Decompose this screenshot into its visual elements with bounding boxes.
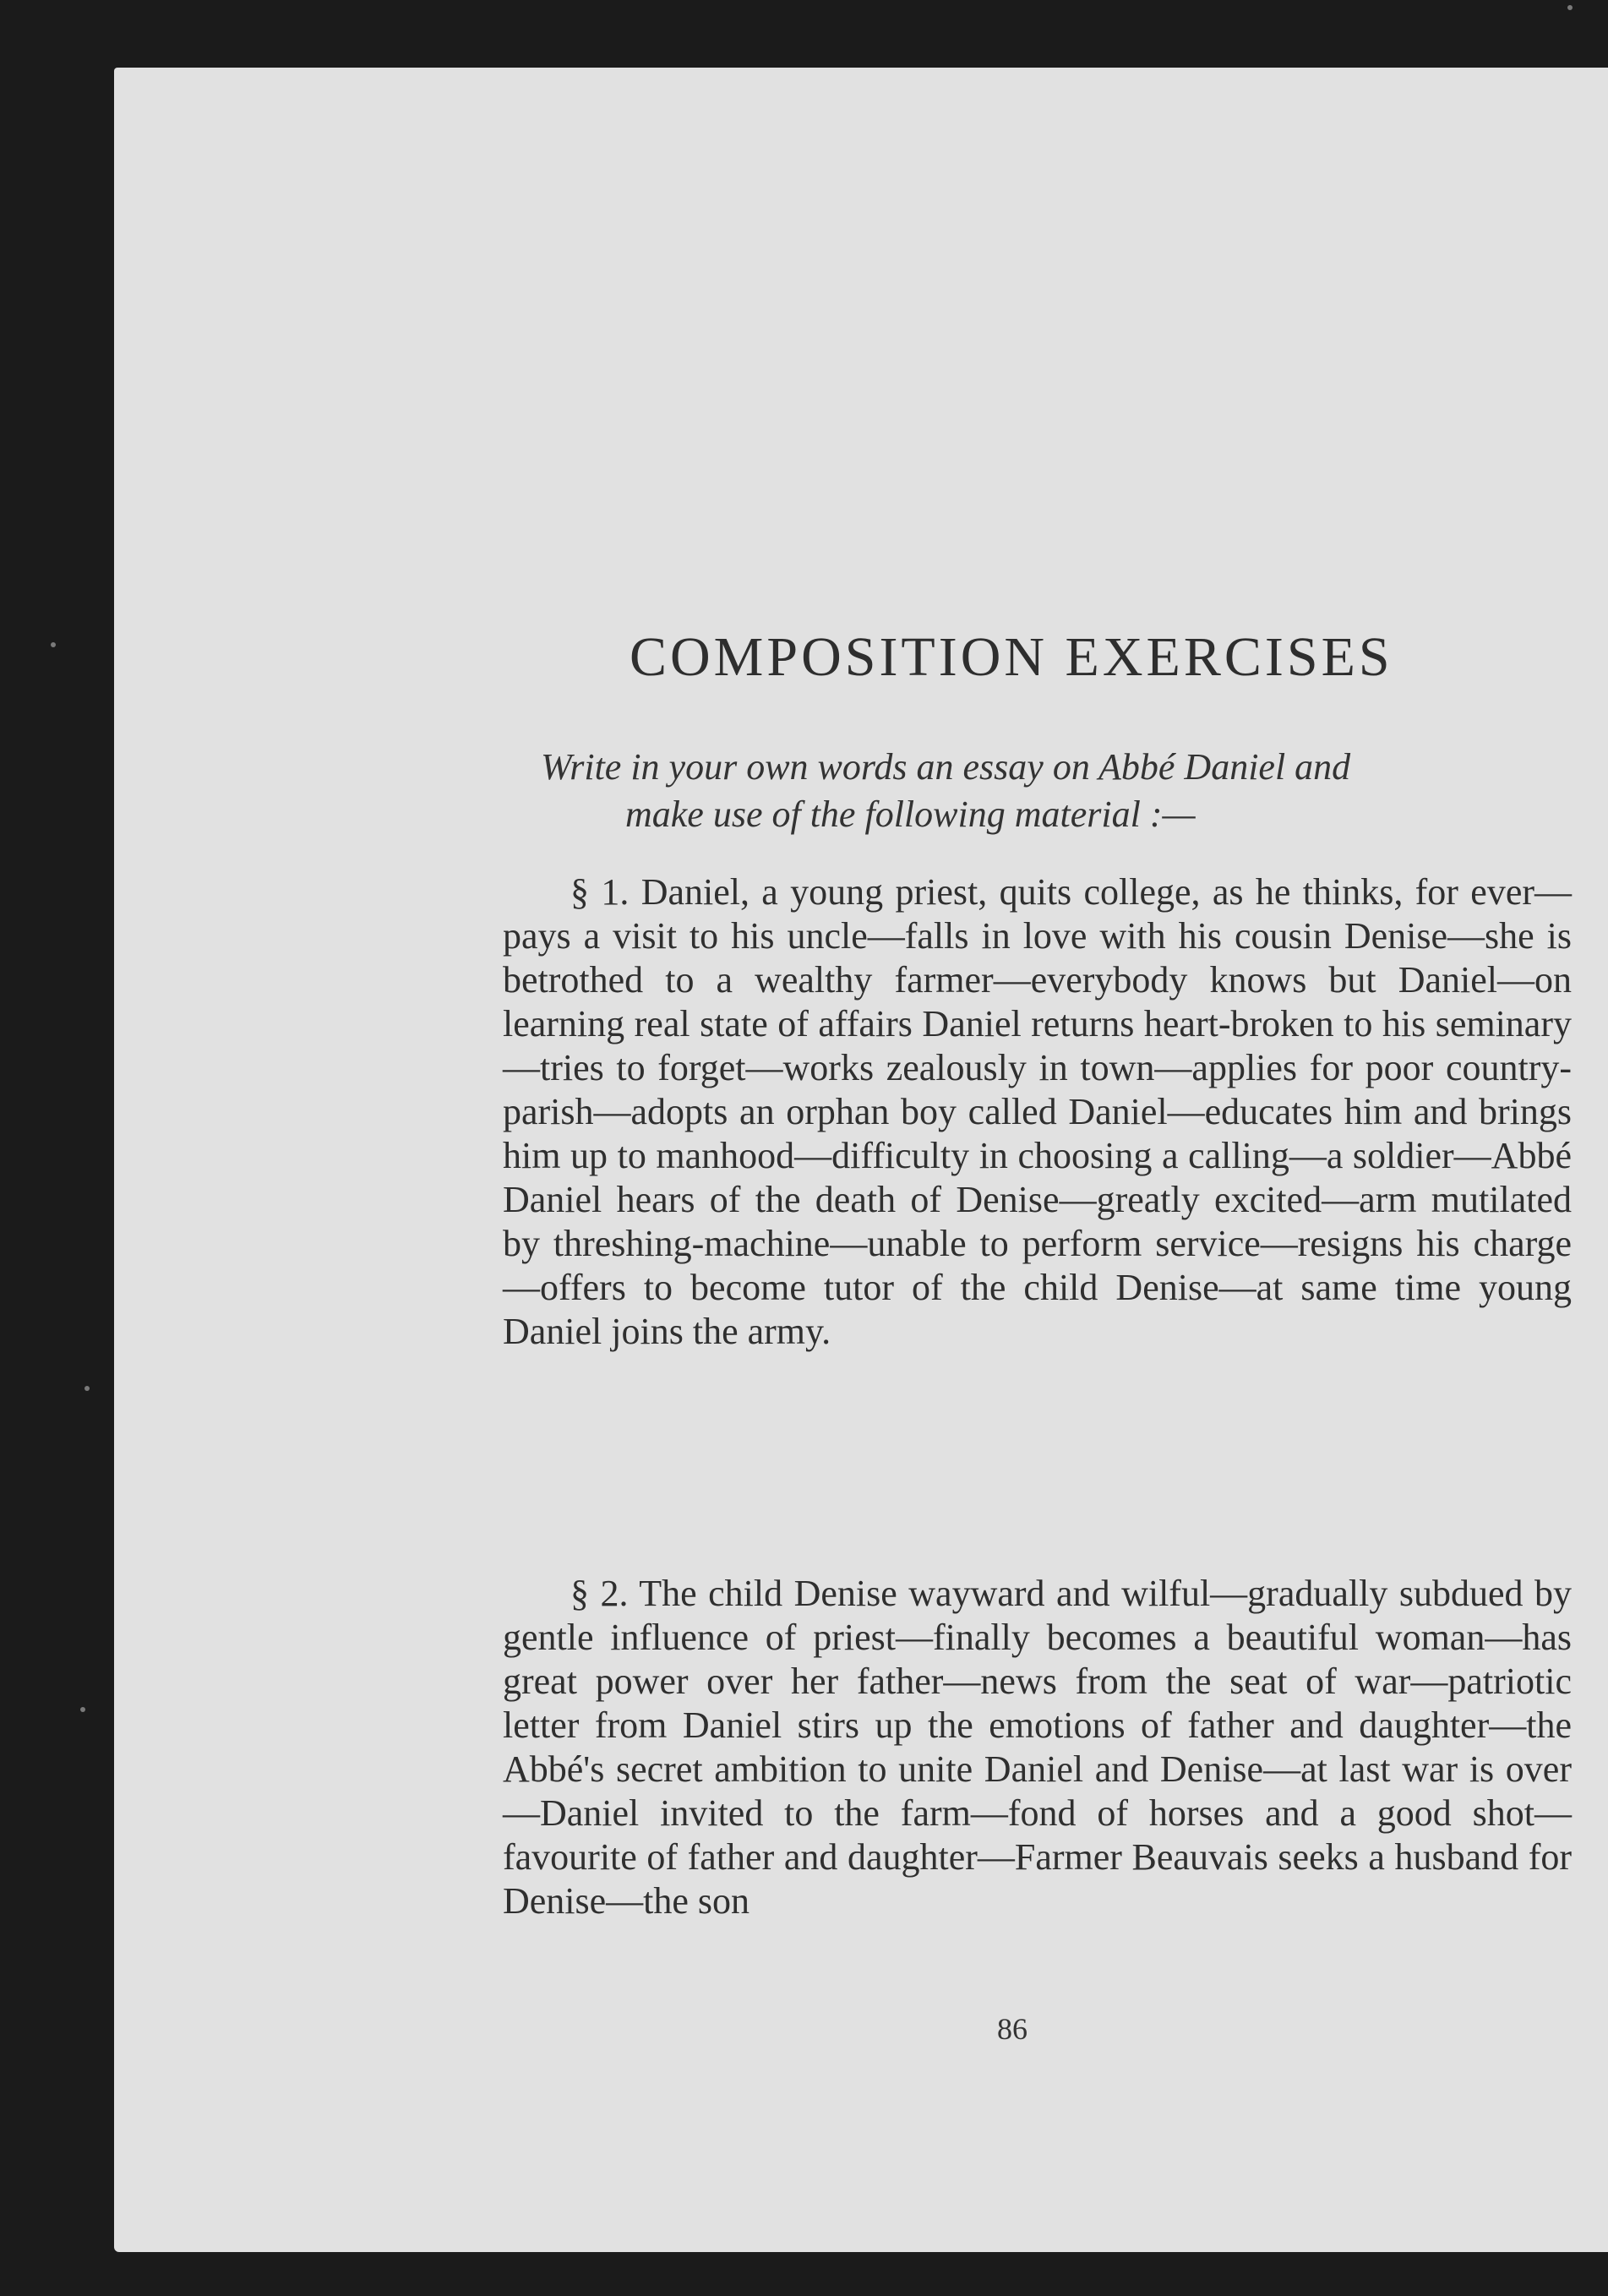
instruction-line-2: make use of the following material :— <box>625 794 1196 835</box>
instruction-text <box>541 744 1572 838</box>
page-title: COMPOSITION EXERCISES <box>630 626 1393 688</box>
paragraph-text: The child Denise wayward and wilful—gradually subdued by gentle influence of priest—finally becomes a beautiful woman—has great power over her father—news from the seat of war—patriotic letter from Daniel stirs up the emotions of father and daughter—the Abbé's secret ambition to unite Daniel and Denise—at last war is over—Daniel invited to the farm—fond of horses and a good shot—favourite of father and daughter—Farmer Beauvais seeks a husband for Denise—the son <box>503 1573 1572 1922</box>
dust-speck <box>80 1707 85 1712</box>
paragraph-text: Daniel, a young priest, quits college, as he thinks, for ever—pays a visit to his uncle—falls in love with his cousin Denise—she is betrothed to a wealthy farmer—everybody knows but Daniel—on learning real state of affairs Daniel returns heart-broken to his seminary—tries to forget—works zealously in town—applies for poor country-parish—adopts an orphan boy called Daniel—educates him and brings him up to manhood—difficulty in choosing a calling—a soldier—Abbé Daniel hears of the death of Denise—greatly excited—arm mutilated by threshing-machine—unable to perform service—resigns his charge—offers to become tutor of the child Denise—at same time young Daniel joins the army. <box>503 871 1573 1352</box>
dust-speck <box>1567 5 1573 10</box>
paragraph-section-2 <box>503 1572 1572 1923</box>
dust-speck <box>84 1386 90 1391</box>
section-marker: § 1. <box>570 871 630 913</box>
section-marker: § 2. <box>570 1573 629 1614</box>
page-number: 86 <box>997 2012 1027 2046</box>
paragraph-section-1 <box>503 870 1572 1354</box>
dust-speck <box>51 642 56 647</box>
instruction-line-1: Write in your own words an essay on Abbé Daniel and <box>541 746 1351 788</box>
